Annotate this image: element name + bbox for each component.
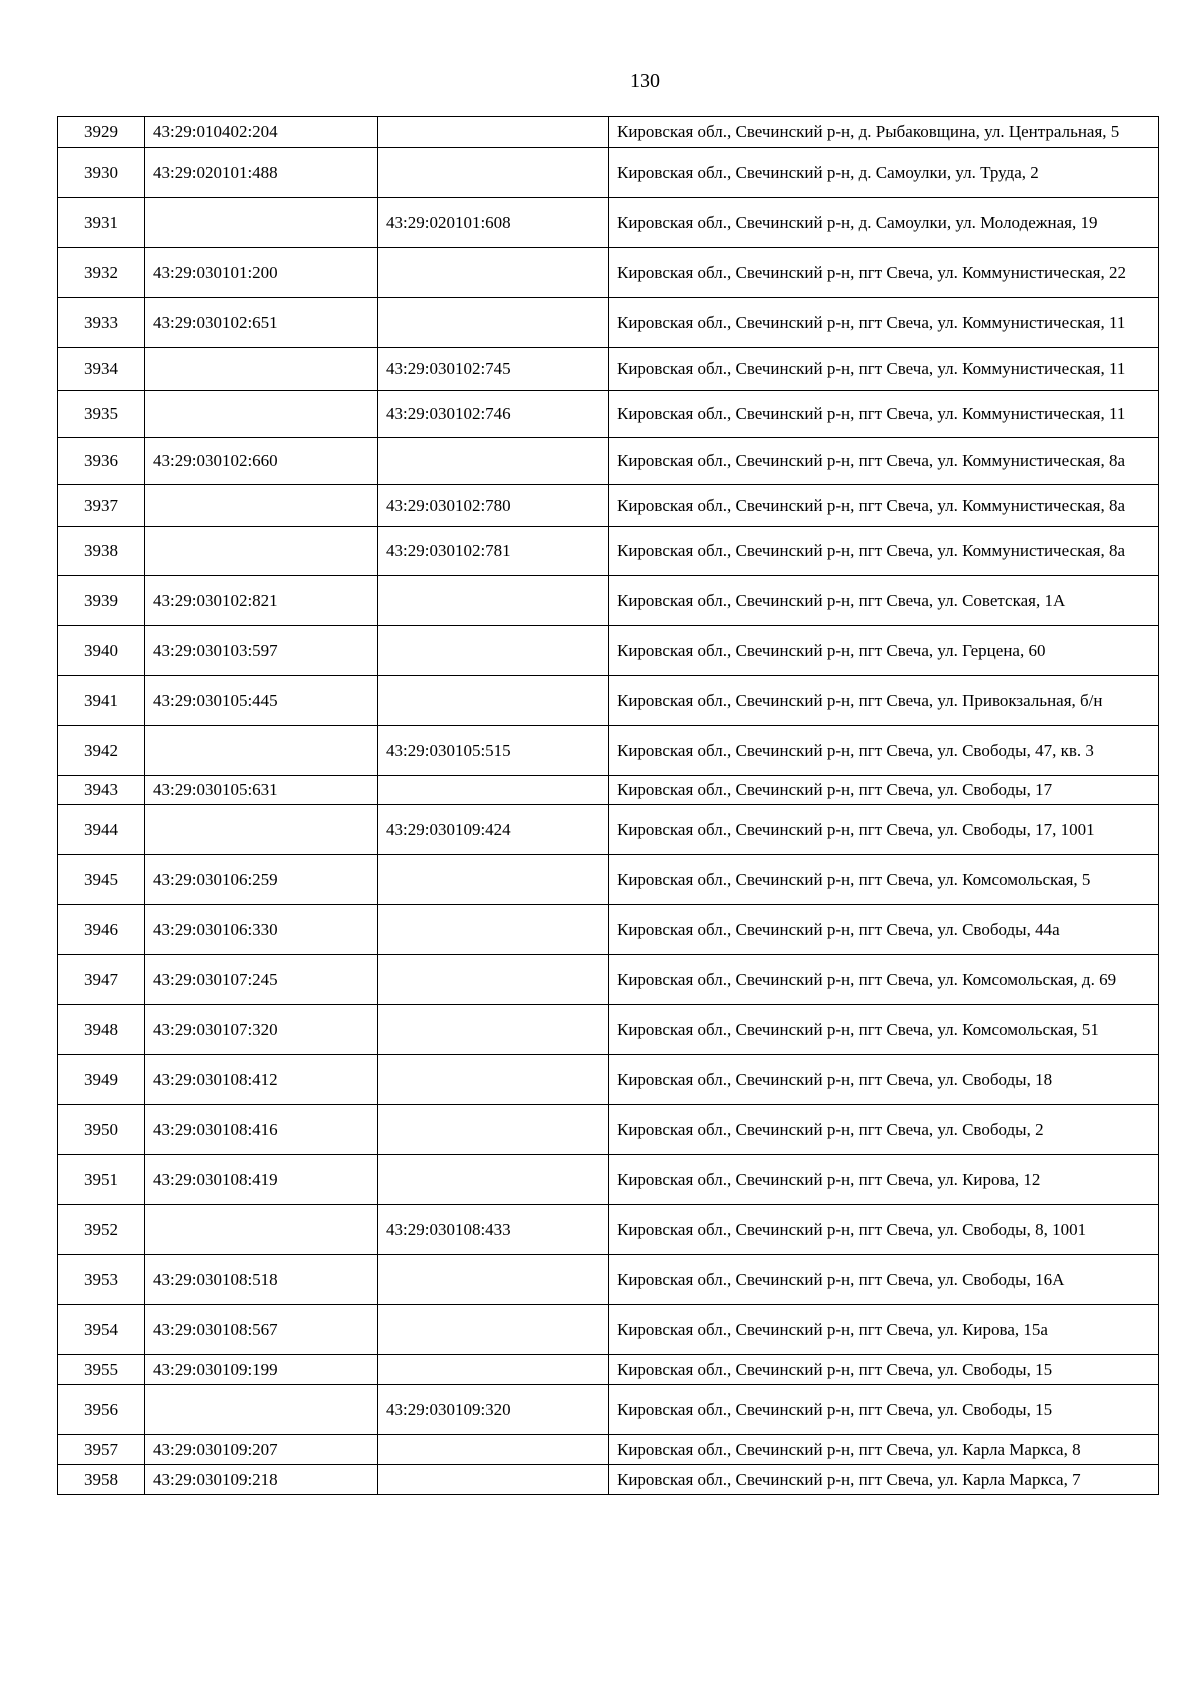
cadastral-number-cell: 43:29:030109:199 (145, 1355, 378, 1385)
related-cadastral-number-cell (378, 1435, 609, 1465)
related-cadastral-number-cell: 43:29:020101:608 (378, 198, 609, 248)
address-cell: Кировская обл., Свечинский р-н, пгт Свеча, ул. Свободы, 8, 1001 (609, 1205, 1159, 1255)
row-number-cell: 3938 (58, 527, 145, 576)
address-cell: Кировская обл., Свечинский р-н, пгт Свеча, ул. Кирова, 12 (609, 1155, 1159, 1205)
row-number-cell: 3949 (58, 1055, 145, 1105)
row-number-cell: 3939 (58, 576, 145, 626)
related-cadastral-number-cell (378, 117, 609, 148)
registry-table-body (58, 117, 1159, 1495)
cadastral-number-cell (145, 1385, 378, 1435)
address-cell: Кировская обл., Свечинский р-н, пгт Свеча, ул. Свободы, 2 (609, 1105, 1159, 1155)
table-row (58, 1105, 1159, 1155)
cadastral-number-cell: 43:29:030107:245 (145, 955, 378, 1005)
address-cell: Кировская обл., Свечинский р-н, пгт Свеча, ул. Коммунистическая, 8а (609, 527, 1159, 576)
cadastral-number-cell: 43:29:030108:518 (145, 1255, 378, 1305)
table-row (58, 248, 1159, 298)
address-cell: Кировская обл., Свечинский р-н, пгт Свеча, ул. Привокзальная, б/н (609, 676, 1159, 726)
row-number-cell: 3935 (58, 391, 145, 438)
cadastral-number-cell: 43:29:030108:412 (145, 1055, 378, 1105)
address-cell: Кировская обл., Свечинский р-н, д. Самоулки, ул. Молодежная, 19 (609, 198, 1159, 248)
cadastral-number-cell: 43:29:030105:631 (145, 776, 378, 805)
address-cell: Кировская обл., Свечинский р-н, пгт Свеча, ул. Свободы, 47, кв. 3 (609, 726, 1159, 776)
address-cell: Кировская обл., Свечинский р-н, пгт Свеча, ул. Коммунистическая, 11 (609, 391, 1159, 438)
related-cadastral-number-cell (378, 576, 609, 626)
cadastral-number-cell (145, 726, 378, 776)
row-number-cell: 3956 (58, 1385, 145, 1435)
table-row (58, 348, 1159, 391)
related-cadastral-number-cell (378, 1355, 609, 1385)
row-number-cell: 3942 (58, 726, 145, 776)
table-row (58, 955, 1159, 1005)
cadastral-number-cell (145, 391, 378, 438)
row-number-cell: 3946 (58, 905, 145, 955)
related-cadastral-number-cell (378, 626, 609, 676)
address-cell: Кировская обл., Свечинский р-н, пгт Свеча, ул. Герцена, 60 (609, 626, 1159, 676)
row-number-cell: 3957 (58, 1435, 145, 1465)
cadastral-number-cell: 43:29:030108:419 (145, 1155, 378, 1205)
related-cadastral-number-cell (378, 1465, 609, 1495)
table-row (58, 1155, 1159, 1205)
related-cadastral-number-cell: 43:29:030105:515 (378, 726, 609, 776)
table-row (58, 117, 1159, 148)
cadastral-number-cell: 43:29:030107:320 (145, 1005, 378, 1055)
cadastral-number-cell: 43:29:030108:567 (145, 1305, 378, 1355)
related-cadastral-number-cell: 43:29:030102:746 (378, 391, 609, 438)
address-cell: Кировская обл., Свечинский р-н, пгт Свеча, ул. Кирова, 15а (609, 1305, 1159, 1355)
address-cell: Кировская обл., Свечинский р-н, пгт Свеча, ул. Коммунистическая, 8а (609, 485, 1159, 527)
related-cadastral-number-cell (378, 148, 609, 198)
cadastral-number-cell: 43:29:030106:259 (145, 855, 378, 905)
related-cadastral-number-cell (378, 905, 609, 955)
related-cadastral-number-cell (378, 676, 609, 726)
address-cell: Кировская обл., Свечинский р-н, д. Рыбаковщина, ул. Центральная, 5 (609, 117, 1159, 148)
row-number-cell: 3945 (58, 855, 145, 905)
related-cadastral-number-cell: 43:29:030109:424 (378, 805, 609, 855)
table-row (58, 1005, 1159, 1055)
table-row (58, 148, 1159, 198)
cadastral-number-cell: 43:29:030109:218 (145, 1465, 378, 1495)
row-number-cell: 3931 (58, 198, 145, 248)
table-row (58, 726, 1159, 776)
table-row (58, 905, 1159, 955)
address-cell: Кировская обл., Свечинский р-н, пгт Свеча, ул. Свободы, 44а (609, 905, 1159, 955)
cadastral-number-cell (145, 198, 378, 248)
address-cell: Кировская обл., Свечинский р-н, пгт Свеча, ул. Комсомольская, д. 69 (609, 955, 1159, 1005)
table-row (58, 855, 1159, 905)
address-cell: Кировская обл., Свечинский р-н, пгт Свеча, ул. Карла Маркса, 7 (609, 1465, 1159, 1495)
row-number-cell: 3951 (58, 1155, 145, 1205)
table-row (58, 1465, 1159, 1495)
row-number-cell: 3941 (58, 676, 145, 726)
cadastral-number-cell (145, 1205, 378, 1255)
table-row (58, 1205, 1159, 1255)
address-cell: Кировская обл., Свечинский р-н, пгт Свеча, ул. Коммунистическая, 11 (609, 298, 1159, 348)
address-cell: Кировская обл., Свечинский р-н, пгт Свеча, ул. Советская, 1А (609, 576, 1159, 626)
row-number-cell: 3943 (58, 776, 145, 805)
row-number-cell: 3932 (58, 248, 145, 298)
row-number-cell: 3937 (58, 485, 145, 527)
cadastral-number-cell: 43:29:030101:200 (145, 248, 378, 298)
table-row (58, 1055, 1159, 1105)
table-row (58, 485, 1159, 527)
related-cadastral-number-cell: 43:29:030109:320 (378, 1385, 609, 1435)
cadastral-number-cell (145, 348, 378, 391)
table-row (58, 1435, 1159, 1465)
cadastral-number-cell: 43:29:030102:821 (145, 576, 378, 626)
related-cadastral-number-cell (378, 776, 609, 805)
related-cadastral-number-cell (378, 1055, 609, 1105)
row-number-cell: 3930 (58, 148, 145, 198)
related-cadastral-number-cell: 43:29:030102:781 (378, 527, 609, 576)
address-cell: Кировская обл., Свечинский р-н, пгт Свеча, ул. Свободы, 18 (609, 1055, 1159, 1105)
row-number-cell: 3953 (58, 1255, 145, 1305)
table-row (58, 1385, 1159, 1435)
address-cell: Кировская обл., Свечинский р-н, пгт Свеча, ул. Свободы, 17 (609, 776, 1159, 805)
related-cadastral-number-cell (378, 1255, 609, 1305)
table-row (58, 576, 1159, 626)
related-cadastral-number-cell (378, 298, 609, 348)
row-number-cell: 3950 (58, 1105, 145, 1155)
row-number-cell: 3958 (58, 1465, 145, 1495)
cadastral-number-cell: 43:29:030102:660 (145, 438, 378, 485)
address-cell: Кировская обл., Свечинский р-н, пгт Свеча, ул. Комсомольская, 5 (609, 855, 1159, 905)
table-row (58, 676, 1159, 726)
address-cell: Кировская обл., Свечинский р-н, пгт Свеча, ул. Карла Маркса, 8 (609, 1435, 1159, 1465)
table-row (58, 391, 1159, 438)
related-cadastral-number-cell: 43:29:030108:433 (378, 1205, 609, 1255)
table-row (58, 298, 1159, 348)
cadastral-number-cell: 43:29:030108:416 (145, 1105, 378, 1155)
related-cadastral-number-cell (378, 955, 609, 1005)
related-cadastral-number-cell (378, 1305, 609, 1355)
address-cell: Кировская обл., Свечинский р-н, пгт Свеча, ул. Свободы, 15 (609, 1385, 1159, 1435)
related-cadastral-number-cell (378, 438, 609, 485)
row-number-cell: 3933 (58, 298, 145, 348)
row-number-cell: 3940 (58, 626, 145, 676)
related-cadastral-number-cell: 43:29:030102:780 (378, 485, 609, 527)
page-number: 130 (630, 70, 660, 92)
related-cadastral-number-cell: 43:29:030102:745 (378, 348, 609, 391)
related-cadastral-number-cell (378, 1005, 609, 1055)
address-cell: Кировская обл., Свечинский р-н, пгт Свеча, ул. Свободы, 16А (609, 1255, 1159, 1305)
address-cell: Кировская обл., Свечинский р-н, пгт Свеча, ул. Свободы, 17, 1001 (609, 805, 1159, 855)
cadastral-number-cell (145, 485, 378, 527)
row-number-cell: 3944 (58, 805, 145, 855)
cadastral-number-cell: 43:29:030109:207 (145, 1435, 378, 1465)
row-number-cell: 3948 (58, 1005, 145, 1055)
cadastral-number-cell (145, 805, 378, 855)
row-number-cell: 3952 (58, 1205, 145, 1255)
cadastral-number-cell (145, 527, 378, 576)
table-row (58, 626, 1159, 676)
address-cell: Кировская обл., Свечинский р-н, пгт Свеча, ул. Коммунистическая, 8а (609, 438, 1159, 485)
cadastral-number-cell: 43:29:030103:597 (145, 626, 378, 676)
table-row (58, 1255, 1159, 1305)
address-cell: Кировская обл., Свечинский р-н, пгт Свеча, ул. Коммунистическая, 11 (609, 348, 1159, 391)
cadastral-number-cell: 43:29:010402:204 (145, 117, 378, 148)
row-number-cell: 3936 (58, 438, 145, 485)
row-number-cell: 3954 (58, 1305, 145, 1355)
registry-table (57, 116, 1159, 1495)
address-cell: Кировская обл., Свечинский р-н, пгт Свеча, ул. Свободы, 15 (609, 1355, 1159, 1385)
cadastral-number-cell: 43:29:030102:651 (145, 298, 378, 348)
cadastral-number-cell: 43:29:030105:445 (145, 676, 378, 726)
row-number-cell: 3955 (58, 1355, 145, 1385)
table-row (58, 438, 1159, 485)
address-cell: Кировская обл., Свечинский р-н, пгт Свеча, ул. Комсомольская, 51 (609, 1005, 1159, 1055)
table-row (58, 805, 1159, 855)
related-cadastral-number-cell (378, 1105, 609, 1155)
table-row (58, 1305, 1159, 1355)
row-number-cell: 3929 (58, 117, 145, 148)
address-cell: Кировская обл., Свечинский р-н, д. Самоулки, ул. Труда, 2 (609, 148, 1159, 198)
table-row (58, 198, 1159, 248)
related-cadastral-number-cell (378, 1155, 609, 1205)
cadastral-number-cell: 43:29:030106:330 (145, 905, 378, 955)
table-row (58, 527, 1159, 576)
related-cadastral-number-cell (378, 248, 609, 298)
row-number-cell: 3947 (58, 955, 145, 1005)
related-cadastral-number-cell (378, 855, 609, 905)
cadastral-number-cell: 43:29:020101:488 (145, 148, 378, 198)
address-cell: Кировская обл., Свечинский р-н, пгт Свеча, ул. Коммунистическая, 22 (609, 248, 1159, 298)
table-row (58, 776, 1159, 805)
table-row (58, 1355, 1159, 1385)
row-number-cell: 3934 (58, 348, 145, 391)
